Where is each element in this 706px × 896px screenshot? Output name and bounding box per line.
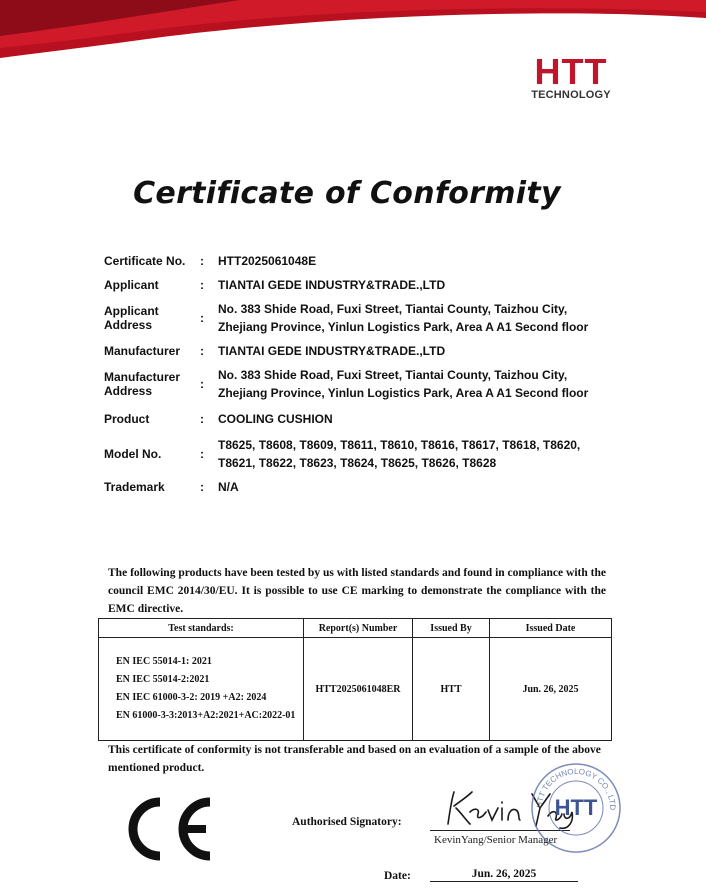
ce-mark-icon [120, 796, 216, 862]
field-value: T8625, T8608, T8609, T8611, T8610, T8616, T8617, T8618, T8620, T8621, T8622, T8623, T8624, T8625, T8626, T8628 [218, 438, 581, 470]
signatory-name-title: KevinYang/Senior Manager [434, 834, 558, 846]
field-certificate-no [104, 252, 594, 270]
table-header-row [99, 619, 612, 638]
logo-brand: HTT [534, 51, 608, 92]
svg-text:HTT TECHNOLOGY CO., LTD: HTT TECHNOLOGY CO., LTD [534, 766, 618, 811]
field-colon: : [200, 254, 204, 268]
field-label: Manufacturer [104, 344, 181, 358]
standard-item: EN IEC 61000-3-2: 2019 +A2: 2024 [116, 692, 267, 703]
field-value: TIANTAI GEDE INDUSTRY&TRADE.,LTD [218, 278, 446, 292]
header-test-standards: Test standards: [99, 619, 304, 638]
header-issued-by: Issued By [413, 619, 490, 638]
field-label: Trademark [104, 480, 165, 494]
test-standards-table [98, 618, 612, 741]
field-trademark [104, 478, 594, 496]
field-value: N/A [218, 480, 239, 494]
compliance-statement: The following products have been tested by us with listed standards and found in compliance with the council EMC 2014/30/EU. It is possible to use CE marking to demonstrate the compliance with the EMC directive. [108, 567, 606, 615]
field-label: Certificate No. [104, 254, 186, 268]
field-colon: : [200, 447, 204, 461]
field-value: No. 383 Shide Road, Fuxi Street, Tiantai County, Taizhou City, Zhejiang Province, Yinlun Logistics Park, Area A A1 Second floor [218, 368, 589, 400]
standard-item: EN IEC 55014-2:2021 [116, 674, 210, 685]
logo-subtitle: TECHNOLOGY [531, 89, 611, 101]
field-value: No. 383 Shide Road, Fuxi Street, Tiantai County, Taizhou City, Zhejiang Province, Yinlun Logistics Park, Area A A1 Second floor [218, 302, 589, 334]
field-colon: : [200, 278, 204, 292]
field-colon: : [200, 311, 204, 325]
field-value: COOLING CUSHION [218, 412, 333, 426]
transferability-note: This certificate of conformity is not transferable and based on an evaluation of a sample of the above mentioned product. [108, 744, 601, 774]
date-label: Date: [384, 870, 411, 882]
issued-by-cell: HTT [413, 638, 490, 741]
field-product [104, 410, 594, 428]
field-label: Applicant [104, 278, 159, 292]
field-label: Manufacturer Address [104, 370, 181, 398]
certificate-title: Certificate of Conformity [133, 176, 561, 211]
field-label: Product [104, 412, 150, 426]
standards-list [99, 638, 304, 741]
date-value: Jun. 26, 2025 [430, 868, 578, 882]
report-number-cell: HTT2025061048ER [304, 638, 413, 741]
field-colon: : [200, 377, 204, 391]
table-row [99, 638, 612, 741]
standard-item: EN IEC 55014-1: 2021 [116, 656, 212, 667]
certificate-fields [104, 252, 594, 502]
field-label: Model No. [104, 447, 162, 461]
company-seal-icon [528, 760, 624, 856]
field-manufacturer-address [104, 366, 594, 402]
field-colon: : [200, 412, 204, 426]
svg-text:HTT: HTT [554, 795, 598, 820]
field-label: Applicant Address [104, 304, 159, 332]
field-value: HTT2025061048E [218, 254, 317, 268]
field-model-no [104, 436, 594, 472]
field-manufacturer [104, 342, 594, 360]
signatory-label: Authorised Signatory: [292, 816, 402, 828]
htt-logo [526, 51, 616, 102]
field-applicant [104, 276, 594, 294]
issued-date-cell: Jun. 26, 2025 [490, 638, 612, 741]
field-colon: : [200, 344, 204, 358]
standard-item: EN 61000-3-3:2013+A2:2021+AC:2022-01 [116, 710, 296, 721]
header-report-number: Report(s) Number [304, 619, 413, 638]
field-colon: : [200, 480, 204, 494]
header-issued-date: Issued Date [490, 619, 612, 638]
field-value: TIANTAI GEDE INDUSTRY&TRADE.,LTD [218, 344, 446, 358]
field-applicant-address [104, 300, 594, 336]
